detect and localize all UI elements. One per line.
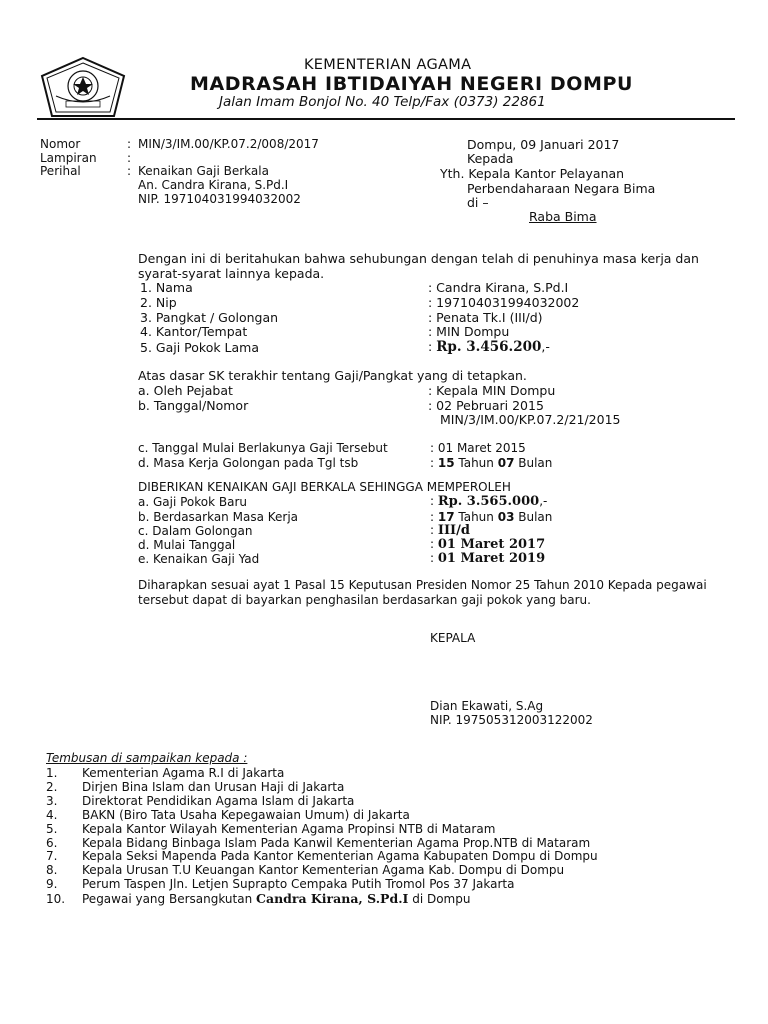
- tembusan-item: Kepala Urusan T.U Keuangan Kantor Kementerian Agama Kab. Dompu di Dompu: [82, 863, 565, 877]
- pejabat-label: a. Oleh Pejabat: [138, 383, 233, 398]
- gaji-yad-label: e. Kenaikan Gaji Yad: [138, 552, 260, 566]
- tembusan-item: Kepala Bidang Binbaga Islam Pada Kanwil Kementerian Agama Prop.NTB di Mataram: [82, 836, 591, 850]
- masa-baru-value: : 17 Tahun 03 Bulan: [430, 510, 553, 524]
- golongan-label: c. Dalam Golongan: [138, 524, 253, 538]
- masa-kerja-value: : 15 Tahun 07 Bulan: [430, 456, 553, 470]
- ministry-name: KEMENTERIAN AGAMA: [304, 57, 472, 73]
- tembusan-item: Kementerian Agama R.I di Jakarta: [82, 766, 285, 780]
- recipient-line1: Yth. Kepala Kantor Pelayanan: [440, 166, 625, 181]
- tembusan-no: 8.: [46, 863, 58, 877]
- perihal-nip: NIP. 197104031994032002: [138, 192, 301, 206]
- perihal-label: Perihal: [40, 164, 81, 178]
- tembusan-item: Pegawai yang Bersangkutan Candra Kirana, S.Pd.I di Dompu: [82, 891, 471, 906]
- mulai-tanggal-value: : 01 Maret 2017: [430, 537, 546, 552]
- tembusan-no: 3.: [46, 794, 58, 808]
- gaji-yad-value: : 01 Maret 2019: [430, 551, 546, 566]
- recipient-di: di –: [467, 195, 489, 210]
- pegawai-label-nama: 1. Nama: [140, 280, 193, 295]
- tembusan-item: Kepala Seksi Mapenda Pada Kantor Kementerian Agama Kabupaten Dompu di Dompu: [82, 849, 598, 863]
- signature-nip: NIP. 197505312003122002: [430, 713, 593, 727]
- nomor-colon: :: [127, 137, 132, 151]
- tembusan-heading: Tembusan di sampaikan kepada :: [46, 751, 248, 765]
- pejabat-value: : Kepala MIN Dompu: [428, 383, 556, 398]
- kepada: Kepada: [467, 151, 514, 166]
- perihal-an: An. Candra Kirana, S.Pd.I: [138, 178, 289, 192]
- pegawai-label-nip: 2. Nip: [140, 295, 177, 310]
- tembusan-no: 7.: [46, 849, 58, 863]
- intro-line1: Dengan ini di beritahukan bahwa sehubungan dengan telah di penuhinya masa kerja dan: [138, 251, 699, 266]
- tembusan-no: 9.: [46, 877, 58, 891]
- tembusan-item: BAKN (Biro Tata Usaha Kepegawaian Umum) di Jakarta: [82, 808, 410, 822]
- kemenag-logo: [40, 56, 126, 118]
- signature-name: Dian Ekawati, S.Ag: [430, 699, 544, 713]
- school-name: MADRASAH IBTIDAIYAH NEGERI DOMPU: [190, 73, 634, 95]
- letterhead-rule: [37, 118, 735, 120]
- school-address: Jalan Imam Bonjol No. 40 Telp/Fax (0373) 22861: [219, 94, 546, 110]
- signature-title: KEPALA: [430, 631, 476, 645]
- tanggal-label: b. Tanggal/Nomor: [138, 398, 249, 413]
- tembusan-item: Kepala Kantor Wilayah Kementerian Agama Propinsi NTB di Mataram: [82, 822, 496, 836]
- tanggal-value: : 02 Pebruari 2015: [428, 398, 544, 413]
- tembusan-item: Perum Taspen Jln. Letjen Suprapto Cempaka Putih Tromol Pos 37 Jakarta: [82, 877, 515, 891]
- golongan-value: : III/d: [430, 523, 470, 538]
- masa-kerja-label: d. Masa Kerja Golongan pada Tgl tsb: [138, 456, 359, 470]
- pegawai-value-kantor: : MIN Dompu: [428, 324, 510, 339]
- gaji-baru-label: a. Gaji Pokok Baru: [138, 495, 248, 509]
- lampiran-label: Lampiran: [40, 151, 97, 165]
- tembusan-no: 6.: [46, 836, 58, 850]
- atas-dasar-heading: Atas dasar SK terakhir tentang Gaji/Pangkat yang di tetapkan.: [138, 368, 527, 383]
- pegawai-value-nip: : 197104031994032002: [428, 295, 580, 310]
- mulai-tanggal-label: d. Mulai Tanggal: [138, 538, 236, 552]
- nomor-label: Nomor: [40, 137, 81, 151]
- tembusan-item: Dirjen Bina Islam dan Urusan Haji di Jakarta: [82, 780, 345, 794]
- gaji-baru-value: : Rp. 3.565.000,-: [430, 494, 548, 509]
- pegawai-label-kantor: 4. Kantor/Tempat: [140, 324, 248, 339]
- recipient-place: Raba Bima: [529, 209, 597, 224]
- mulai-berlaku-value: : 01 Maret 2015: [430, 441, 526, 455]
- pegawai-label-gaji: 5. Gaji Pokok Lama: [140, 340, 260, 355]
- sk-nomor-value: MIN/3/IM.00/KP.07.2/21/2015: [440, 412, 621, 427]
- mulai-berlaku-label: c. Tanggal Mulai Berlakunya Gaji Tersebut: [138, 441, 388, 455]
- perihal-colon: :: [127, 164, 132, 178]
- nomor-value: MIN/3/IM.00/KP.07.2/008/2017: [138, 137, 319, 151]
- kenaikan-heading: DIBERIKAN KENAIKAN GAJI BERKALA SEHINGGA MEMPEROLEH: [138, 480, 511, 494]
- tembusan-no: 2.: [46, 780, 58, 794]
- pegawai-value-pangkat: : Penata Tk.I (III/d): [428, 310, 543, 325]
- pegawai-label-pangkat: 3. Pangkat / Golongan: [140, 310, 279, 325]
- tembusan-no: 1.: [46, 766, 58, 780]
- masa-baru-label: b. Berdasarkan Masa Kerja: [138, 510, 299, 524]
- closing-line1: Diharapkan sesuai ayat 1 Pasal 15 Keputusan Presiden Nomor 25 Tahun 2010 Kepada pegawai: [138, 578, 707, 592]
- pegawai-value-nama: : Candra Kirana, S.Pd.I: [428, 280, 569, 295]
- lampiran-colon: :: [127, 151, 132, 165]
- letter-date: Dompu, 09 Januari 2017: [467, 137, 620, 152]
- tembusan-no: 10.: [46, 892, 66, 906]
- intro-line2: syarat-syarat lainnya kepada.: [138, 266, 325, 281]
- pegawai-value-gaji: : Rp. 3.456.200,-: [428, 339, 550, 355]
- tembusan-no: 5.: [46, 822, 58, 836]
- tembusan-item: Direktorat Pendidikan Agama Islam di Jakarta: [82, 794, 355, 808]
- closing-line2: tersebut dapat di bayarkan penghasilan berdasarkan gaji pokok yang baru.: [138, 593, 591, 607]
- perihal-value: Kenaikan Gaji Berkala: [138, 164, 269, 178]
- tembusan-no: 4.: [46, 808, 58, 822]
- recipient-line2: Perbendaharaan Negara Bima: [467, 181, 656, 196]
